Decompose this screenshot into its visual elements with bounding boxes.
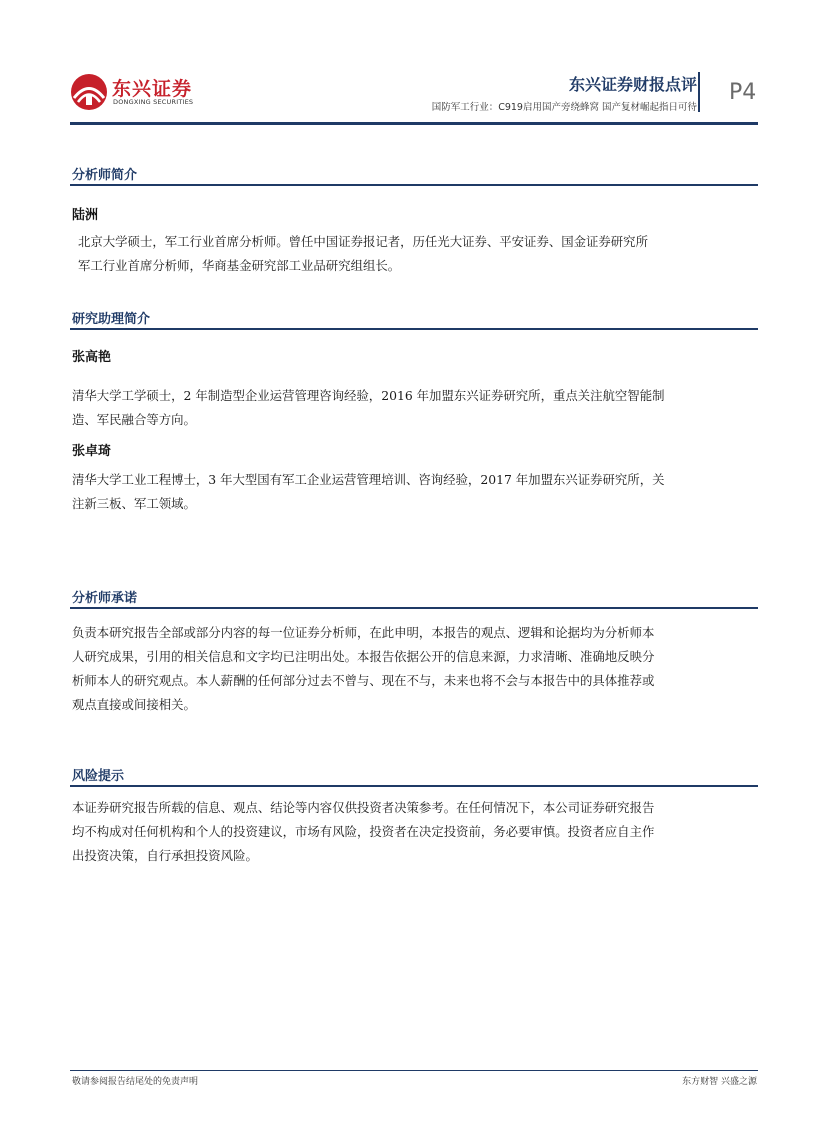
text-line: 出投资决策，自行承担投资风险。 bbox=[72, 848, 258, 863]
logo-text-en: DONGXING SECURITIES bbox=[113, 98, 194, 106]
section-title-commitment: 分析师承诺 bbox=[72, 591, 138, 606]
footer-slogan: 东方财智 兴盛之源 bbox=[682, 1077, 757, 1087]
text-line: 均不构成对任何机构和个人的投资建议，市场有风险，投资者在决定投资前，务必要审慎。投资者应自主作 bbox=[72, 824, 655, 839]
text-line: 观点直接或间接相关。 bbox=[72, 697, 196, 712]
commitment-text bbox=[72, 621, 654, 717]
text-line: 人研究成果，引用的相关信息和文字均已注明出处。本报告依据公开的信息来源，力求清晰、准确地反映分 bbox=[72, 649, 655, 664]
footer-disclaimer-note: 敬请参阅报告结尾处的免责声明 bbox=[72, 1077, 199, 1087]
report-subtitle: 国防军工行业：C919启用国产旁绕蜂窝 国产复材崛起指日可待 bbox=[431, 102, 697, 113]
bio-line: 清华大学工学硕士，2 年制造型企业运营管理咨询经验，2016 年加盟东兴证券研究所，重点关注航空智能制 bbox=[72, 388, 665, 403]
bio-line: 军工行业首席分析师，华商基金研究部工业品研究组组长。 bbox=[78, 258, 401, 273]
text-line: 析师本人的研究观点。本人薪酬的任何部分过去不曾与、现在不与，未来也将不会与本报告中的具体推荐或 bbox=[72, 673, 655, 688]
company-logo bbox=[70, 70, 210, 114]
section-title-assistants: 研究助理简介 bbox=[72, 312, 151, 327]
section-rule bbox=[70, 328, 758, 330]
bio-line: 造、军民融合等方向。 bbox=[72, 412, 196, 427]
section-rule bbox=[70, 184, 758, 186]
bio-line: 注新三板、军工领域。 bbox=[72, 496, 196, 511]
assistant-name: 张卓琦 bbox=[72, 444, 112, 459]
bio-line: 清华大学工业工程博士，3 年大型国有军工企业运营管理培训、咨询经验，2017 年加盟东兴证券研究所，关 bbox=[72, 472, 665, 487]
risk-text bbox=[72, 796, 654, 868]
header-rule bbox=[70, 122, 758, 125]
logo-mark-icon bbox=[70, 73, 108, 111]
text-line: 负责本研究报告全部或部分内容的每一位证券分析师，在此申明，本报告的观点、逻辑和论据均为分析师本 bbox=[72, 625, 655, 640]
report-type: 东兴证券财报点评 bbox=[568, 75, 697, 94]
section-title-risk: 风险提示 bbox=[72, 769, 125, 784]
page-number: P4 bbox=[729, 80, 757, 105]
section-rule bbox=[70, 785, 758, 787]
assistant-bio bbox=[72, 384, 664, 432]
analyst-name: 陆洲 bbox=[72, 208, 99, 223]
assistant-name: 张高艳 bbox=[72, 350, 112, 365]
section-title-analyst: 分析师简介 bbox=[72, 168, 138, 183]
header-divider bbox=[698, 72, 700, 112]
logo-text-cn: 东兴证券 bbox=[112, 78, 193, 100]
bio-line: 北京大学硕士，军工行业首席分析师。曾任中国证券报记者，历任光大证券、平安证券、国金证券研究所 bbox=[78, 234, 648, 249]
section-rule bbox=[70, 607, 758, 609]
text-line: 本证券研究报告所载的信息、观点、结论等内容仅供投资者决策参考。在任何情况下，本公司证券研究报告 bbox=[72, 800, 655, 815]
footer-rule bbox=[70, 1070, 758, 1071]
analyst-bio bbox=[78, 230, 648, 278]
assistant-bio bbox=[72, 468, 664, 516]
